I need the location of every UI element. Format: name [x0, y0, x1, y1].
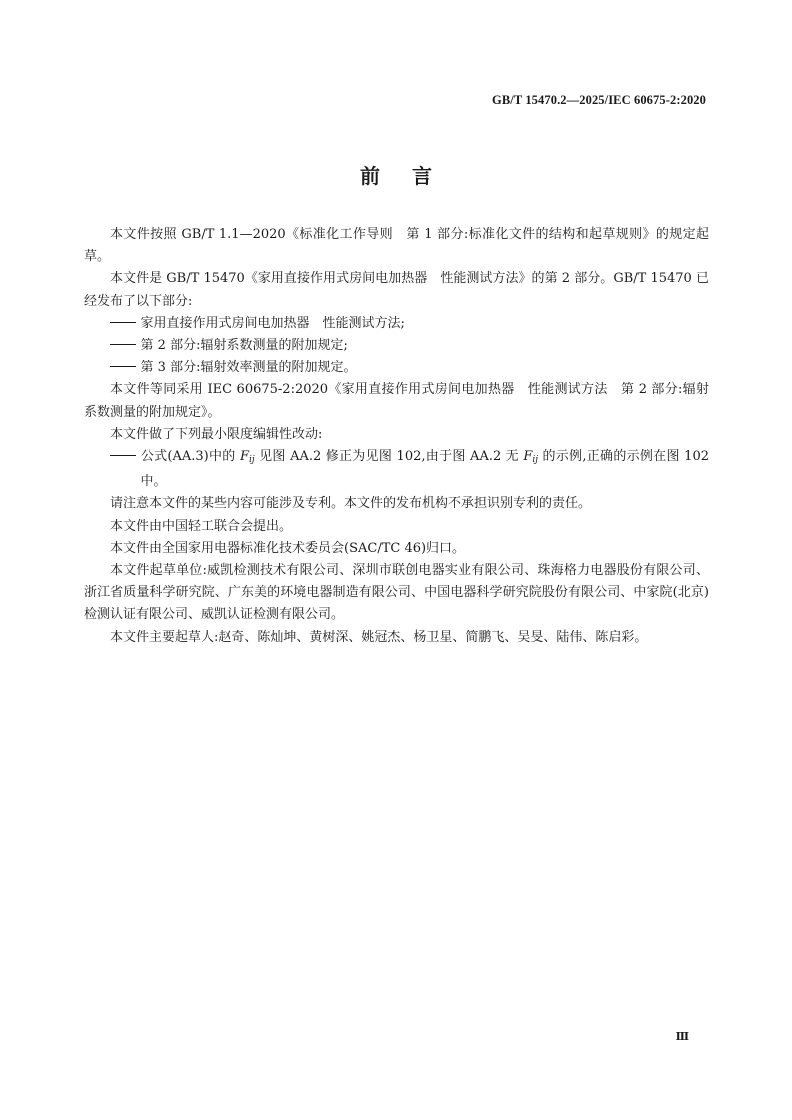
paragraph-series-info: 本文件是 GB/T 15470《家用直接作用式房间电加热器 性能测试方法》的第 2 部分。GB/T 15470 已经发布了以下部分:: [84, 271, 709, 309]
paragraph-drafters: 本文件主要起草人:赵奇、陈灿坤、黄树深、姚冠杰、杨卫星、简鹏飞、吴旻、陆伟、陈启彩。: [110, 629, 648, 645]
paragraph-drafting-units: 本文件起草单位:威凯检测技术有限公司、深圳市联创电器实业有限公司、珠海格力电器股份有限公司、浙江省质量科学研究院、广东美的环境电器制造有限公司、中国电器科学研究院股份有限公司、中家院(北京)检测认证有限公司、威凯认证检测有限公司。: [84, 563, 709, 623]
paragraph-drafting-rule: 本文件按照 GB/T 1.1—2020《标准化工作导则 第 1 部分:标准化文件的结构和起草规则》的规定起草。: [84, 227, 709, 265]
page-number: Ⅲ: [675, 1030, 689, 1043]
dash-marker: [110, 446, 141, 468]
list-item: [84, 313, 709, 335]
paragraph-edits-intro: 本文件做了下列最小限度编辑性改动:: [110, 426, 323, 442]
standard-code: GB/T 15470.2—2025/IEC 60675-2:2020: [492, 93, 706, 107]
foreword-body: [84, 224, 709, 649]
formula-subscript: ij: [249, 455, 255, 466]
formula-subscript: ij: [532, 455, 539, 466]
paragraph-administrator: 本文件由全国家用电器标准化技术委员会(SAC/TC 46)归口。: [110, 540, 466, 556]
dash-marker: [110, 335, 141, 357]
paragraph-patent-notice: 请注意本文件的某些内容可能涉及专利。本文件的发布机构不承担识别专利的责任。: [110, 496, 592, 512]
list-item-text: 家用直接作用式房间电加热器 性能测试方法;: [140, 315, 405, 331]
paragraph-proposer: 本文件由中国轻工联合会提出。: [110, 518, 293, 534]
formula-symbol: F: [523, 449, 533, 465]
edit-text-2: 见图 AA.2 修正为见图 102,由于图 AA.2 无: [254, 449, 524, 465]
edit-text-3: 的示例,正确的示例在图 102中。: [140, 449, 709, 490]
list-item: [84, 357, 709, 379]
list-item-text: 第 2 部分:辐射系数测量的附加规定;: [140, 338, 348, 354]
list-item-edit: [84, 446, 709, 493]
formula-symbol: F: [240, 449, 250, 465]
list-item: [84, 335, 709, 357]
dash-marker: [110, 357, 141, 379]
edit-text-1: 公式(AA.3)中的: [140, 449, 240, 465]
dash-marker: [110, 313, 141, 335]
paragraph-adoption: 本文件等同采用 IEC 60675-2:2020《家用直接作用式房间电加热器 性能测试方法 第 2 部分:辐射系数测量的附加规定》。: [84, 382, 709, 420]
page-title: 前言: [360, 164, 464, 188]
list-item-text: 第 3 部分:辐射效率测量的附加规定。: [140, 360, 357, 376]
